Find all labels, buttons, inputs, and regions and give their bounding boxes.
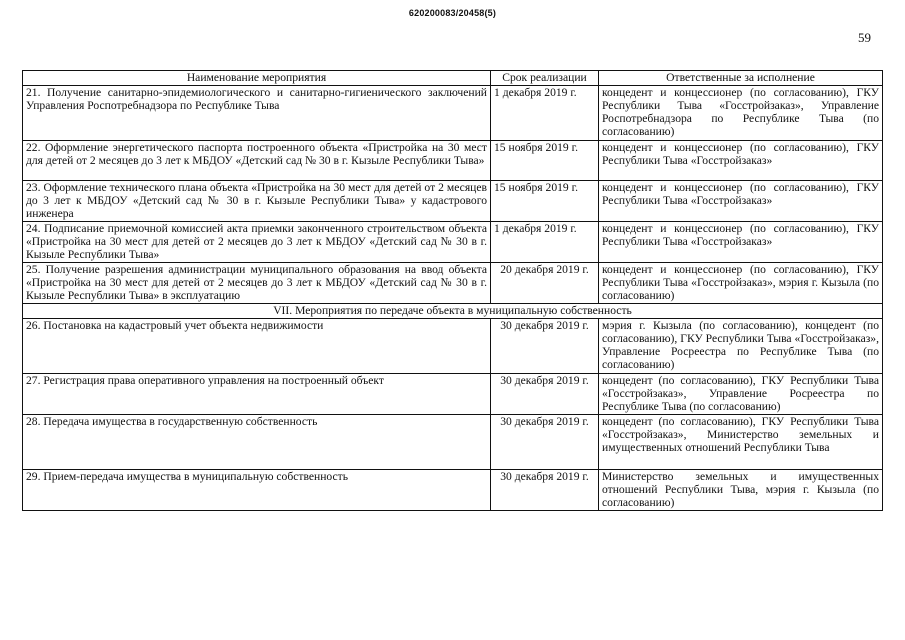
event-cell: 25. Получение разрешения администрации муниципального образования на ввод объекта «Пристройка на 30 мест для детей от 2 месяцев до 3 лет к МБДОУ «Детский сад № 30 в г. Кызыле Республики Тыва» в эксплуатацию bbox=[23, 263, 491, 304]
events-table bbox=[22, 70, 883, 511]
responsible-cell: мэрия г. Кызыла (по согласованию), концедент (по согласованию), ГКУ Республики Тыва «Госстройзаказ», Управление Росреестра по Республике Тыва (по согласованию) bbox=[599, 319, 883, 374]
table-row bbox=[23, 470, 883, 511]
deadline-cell: 1 декабря 2019 г. bbox=[491, 86, 599, 141]
table-row bbox=[23, 86, 883, 141]
event-cell: 22. Оформление энергетического паспорта построенного объекта «Пристройка на 30 мест для детей от 2 месяцев до 3 лет к МБДОУ «Детский сад № 30 в г. Кызыле Республики Тыва» bbox=[23, 141, 491, 181]
deadline-cell: 20 декабря 2019 г. bbox=[491, 263, 599, 304]
table-row bbox=[23, 374, 883, 415]
event-cell: 28. Передача имущества в государственную собственность bbox=[23, 415, 491, 470]
table-header-row bbox=[23, 71, 883, 86]
responsible-cell: концедент и концессионер (по согласованию), ГКУ Республики Тыва «Госстройзаказ», Управление Роспотребнадзора по Республике Тыва (по согласованию) bbox=[599, 86, 883, 141]
deadline-cell: 30 декабря 2019 г. bbox=[491, 374, 599, 415]
deadline-cell: 15 ноября 2019 г. bbox=[491, 181, 599, 222]
table-row bbox=[23, 319, 883, 374]
section-title: VII. Мероприятия по передаче объекта в муниципальную собственность bbox=[23, 304, 883, 319]
deadline-cell: 30 декабря 2019 г. bbox=[491, 415, 599, 470]
deadline-cell: 1 декабря 2019 г. bbox=[491, 222, 599, 263]
section-row bbox=[23, 304, 883, 319]
responsible-cell: Министерство земельных и имущественных отношений Республики Тыва, мэрия г. Кызыла (по согласованию) bbox=[599, 470, 883, 511]
responsible-cell: концедент и концессионер (по согласованию), ГКУ Республики Тыва «Госстройзаказ» bbox=[599, 222, 883, 263]
responsible-cell: концедент (по согласованию), ГКУ Республики Тыва «Госстройзаказ», Министерство земельных и имущественных отношений Республики Тыва bbox=[599, 415, 883, 470]
table-row bbox=[23, 415, 883, 470]
page-number: 59 bbox=[858, 30, 871, 45]
responsible-cell: концедент и концессионер (по согласованию), ГКУ Республики Тыва «Госстройзаказ» bbox=[599, 181, 883, 222]
table-row bbox=[23, 181, 883, 222]
column-header-deadline: Срок реализации bbox=[491, 71, 599, 86]
deadline-cell: 30 декабря 2019 г. bbox=[491, 319, 599, 374]
document-id: 620200083/20458(5) bbox=[408, 8, 497, 18]
deadline-cell: 30 декабря 2019 г. bbox=[491, 470, 599, 511]
responsible-cell: концедент и концессионер (по согласованию), ГКУ Республики Тыва «Госстройзаказ» bbox=[599, 141, 883, 181]
table-row bbox=[23, 222, 883, 263]
event-cell: 26. Постановка на кадастровый учет объекта недвижимости bbox=[23, 319, 491, 374]
table-row bbox=[23, 141, 883, 181]
column-header-responsible: Ответственные за исполнение bbox=[599, 71, 883, 86]
responsible-cell: концедент (по согласованию), ГКУ Республики Тыва «Госстройзаказ», Управление Росреестра по Республике Тыва (по согласованию) bbox=[599, 374, 883, 415]
column-header-event: Наименование мероприятия bbox=[23, 71, 491, 86]
deadline-cell: 15 ноября 2019 г. bbox=[491, 141, 599, 181]
table-row bbox=[23, 263, 883, 304]
event-cell: 29. Прием-передача имущества в муниципальную собственность bbox=[23, 470, 491, 511]
event-cell: 21. Получение санитарно-эпидемиологического и санитарно-гигиенического заключений Управления Роспотребнадзора по Республике Тыва bbox=[23, 86, 491, 141]
event-cell: 24. Подписание приемочной комиссией акта приемки законченного строительством объекта «Пристройка на 30 мест для детей от 2 месяцев до 3 лет к МБДОУ «Детский сад № 30 в г. Кызыле Республики Тыва» bbox=[23, 222, 491, 263]
responsible-cell: концедент и концессионер (по согласованию), ГКУ Республики Тыва «Госстройзаказ», мэрия г. Кызыла (по согласованию) bbox=[599, 263, 883, 304]
event-cell: 23. Оформление технического плана объекта «Пристройка на 30 мест для детей от 2 месяцев до 3 лет к МБДОУ «Детский сад № 30 в г. Кызыле Республики Тыва» у кадастрового инженера bbox=[23, 181, 491, 222]
event-cell: 27. Регистрация права оперативного управления на построенный объект bbox=[23, 374, 491, 415]
